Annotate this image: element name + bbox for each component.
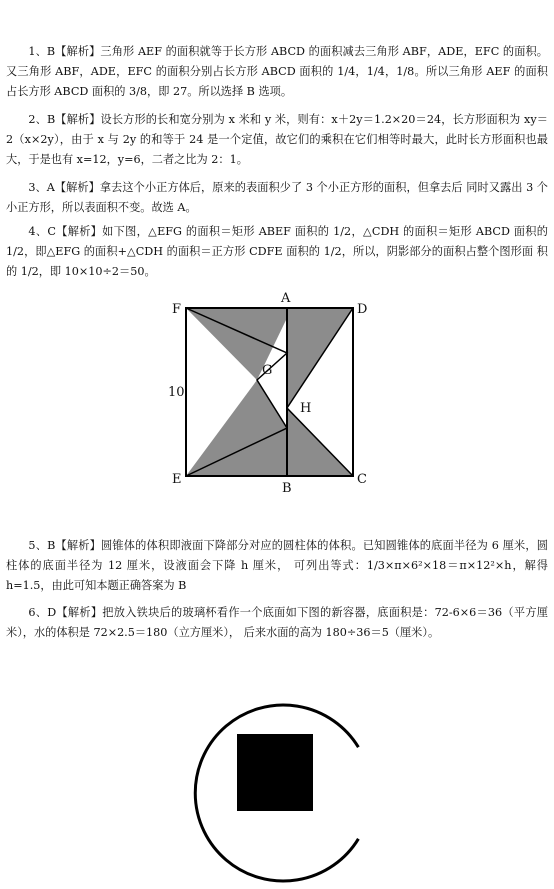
label-d: D (357, 302, 368, 317)
label-c: C (357, 472, 367, 487)
label-side-length: 10 (168, 385, 185, 400)
label-h: H (300, 401, 312, 416)
label-e: E (172, 472, 182, 487)
label-f: F (172, 302, 182, 317)
label-g: G (262, 363, 273, 378)
geometry-figure-square (150, 288, 390, 494)
solution-2-text: 2、B【解析】设长方形的长和宽分别为 x 米和 y 米，则有：x＋2y＝1.2×20＝24，长方形面积为 xy＝ 2（x×2y），由于 x 与 2y 的和等于 24 是一个定值，故它们的乘积在它们相等时最大，此时长方形面积也最大，于是也有 x=12，y=6，二者之比为 2：1。 (6, 113, 548, 166)
solution-4 (6, 222, 548, 282)
solution-1 (6, 42, 548, 102)
solution-4-text: 4、C【解析】如下图，△EFG 的面积＝矩形 ABEF 面积的 1/2，△CDH 的面积＝矩形 ABCD 面积的 1/2，即△EFG 的面积+△CDH 的面积＝正方形 CDFE 面积的 1/2，所以，阴影部分的面积占整个图形面 积的 1/2，即 10×10÷2＝50。 (6, 225, 548, 278)
solution-5-text: 5、B【解析】圆锥体的体积即液面下降部分对应的圆柱体的体积。已知圆锥体的底面半径为 6 厘米，圆柱体的底面半径为 12 厘米，设液面会下降 h 厘米， 可列出等式：1/3×π×6²×18＝π×12²×h，解得 h=1.5，由此可知本题正确答案为 B (6, 539, 548, 592)
solution-6-text: 6、D【解析】把放入铁块后的玻璃杯看作一个底面如下图的新容器，底面积是：72-6×6＝36（平方厘米），水的体积是 72×2.5＝180（立方厘米）， 后来水面的高为 180÷36＝5（厘米）。 (6, 606, 548, 639)
solution-3 (6, 178, 548, 218)
solution-6 (6, 603, 548, 643)
iron-block-square (237, 734, 313, 811)
solution-5 (6, 536, 548, 596)
solution-3-text: 3、A【解析】拿去这个小正方体后，原来的表面积少了 3 个小正方形的面积，但拿去后 同时又露出 3 个小正方形，所以表面积不变。故选 A。 (6, 181, 548, 214)
container-base-figure (180, 697, 380, 889)
solution-1-text: 1、B【解析】三角形 AEF 的面积就等于长方形 ABCD 的面积减去三角形 ABF，ADE，EFC 的面积。又三角形 ABF，ADE，EFC 的面积分别占长方形 ABCD 面积的 1/4，1/4，1/8。所以三角形 AEF 的面积占长方形 ABCD 面积的 3/8，即 27。所以选择 B 选项。 (6, 45, 548, 98)
solution-2 (6, 110, 548, 170)
shaded-triangle-efg (186, 380, 287, 476)
label-b: B (282, 481, 292, 494)
label-a: A (281, 291, 291, 306)
